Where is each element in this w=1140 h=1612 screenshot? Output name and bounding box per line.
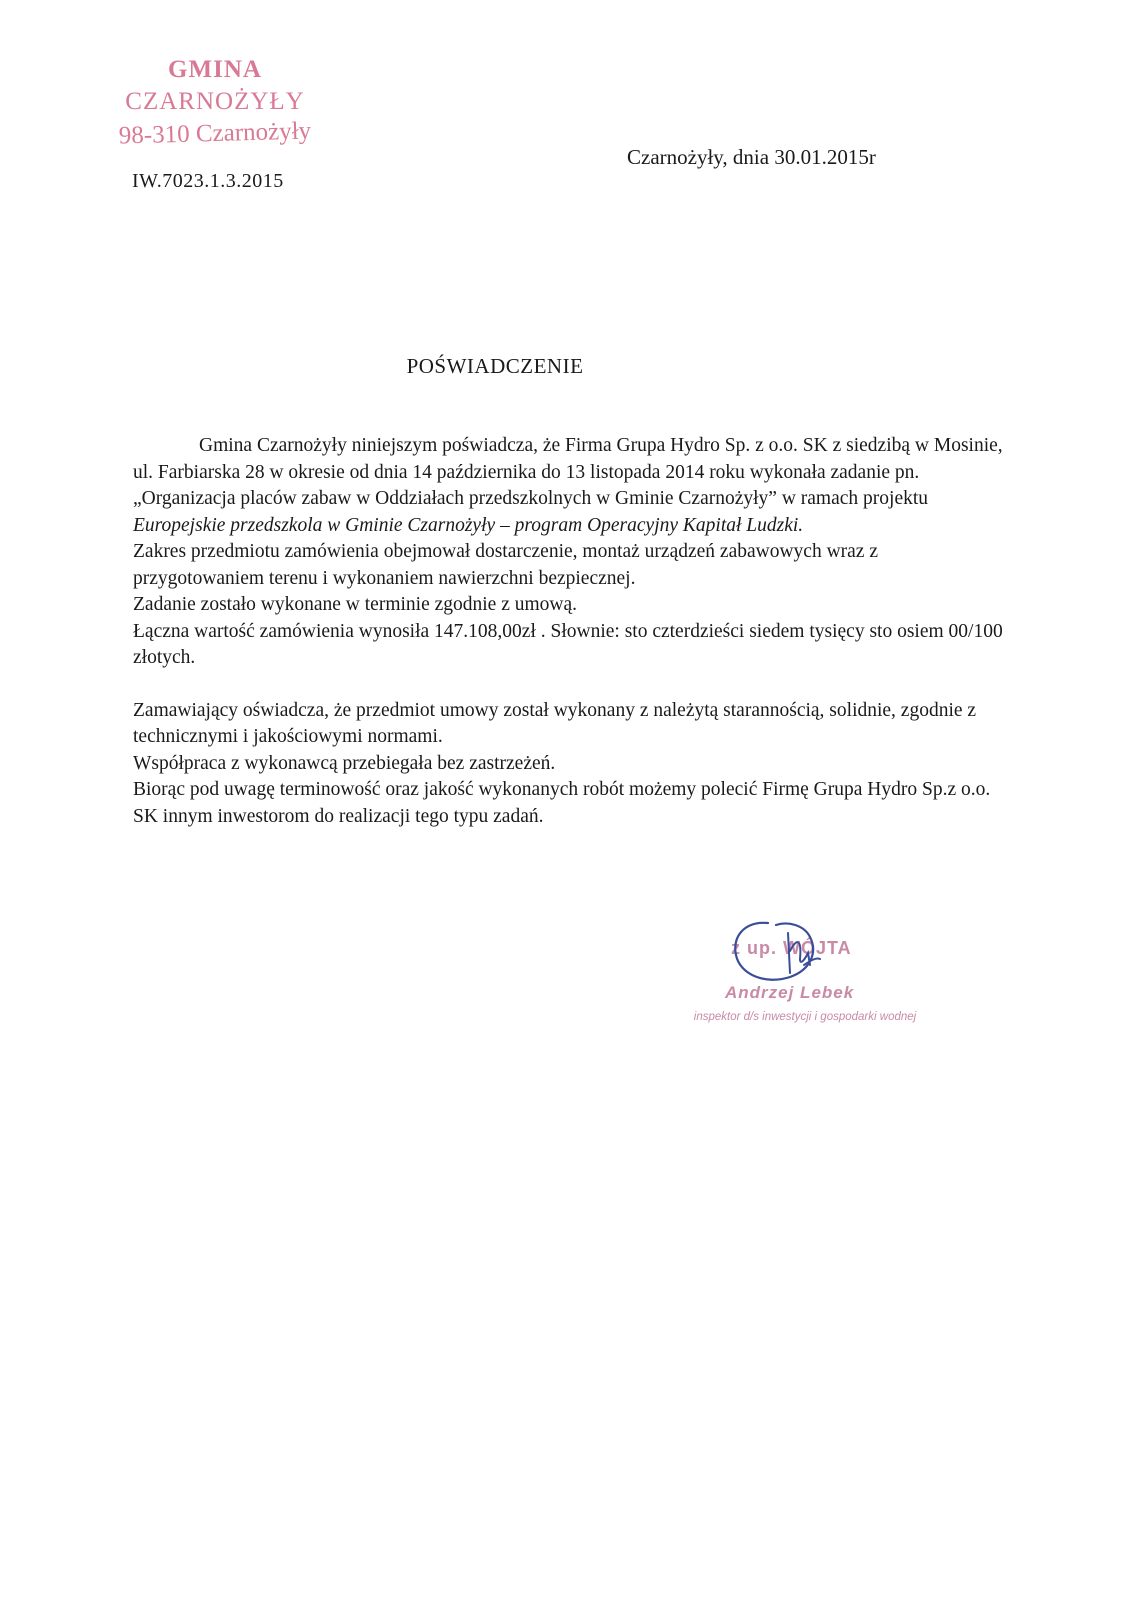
stamp-line-name: CZARNOŻYŁY [125, 88, 305, 115]
municipality-stamp [100, 54, 330, 150]
project-name: Europejskie przedszkola w Gminie Czarnożyły – program Operacyjny Kapitał Ludzki. [133, 514, 804, 536]
signature-name: Andrzej Lebek [725, 983, 855, 1002]
paragraph-cooperation: Współpraca z wykonawcą przebiegała bez zastrzeżeń. [133, 752, 556, 774]
signature-role: z up. WÓJTA [731, 938, 852, 958]
paragraph-certification-text: Gmina Czarnożyły niniejszym poświadcza, że Firma Grupa Hydro Sp. z o.o. SK z siedzibą w Mosinie, ul. Farbiarska 28 w okresie od dnia 14 października do 13 listopada 2014 roku wykonała zadanie pn. „Organizacja placów zabaw w Oddziałach przedszkolnych w Gminie Czarnożyły” w ramach projektu [133, 435, 1003, 509]
paragraph-quality: Zamawiający oświadcza, że przedmiot umowy został wykonany z należytą starannością, solidnie, zgodnie z technicznymi i jakościowymi normami. [133, 699, 977, 747]
place-date: Czarnożyły, dnia 30.01.2015r [627, 145, 876, 169]
handwritten-signature [730, 915, 840, 995]
reference-number: IW.7023.1.3.2015 [132, 170, 284, 192]
paragraph-spacer [133, 672, 1008, 698]
paragraph-scope: Zakres przedmiotu zamówienia obejmował dostarczenie, montaż urządzeń zabawowych wraz z przygotowaniem terenu i wykonaniem nawierzchni bezpiecznej. [133, 541, 878, 589]
stamp-line-address: 98-310 Czarnożyły [118, 117, 312, 150]
paragraph-deadline: Zadanie zostało wykonane w terminie zgodnie z umową. [133, 594, 578, 615]
paragraph-recommendation: Biorąc pod uwagę terminowość oraz jakość wykonanych robót możemy polecić Firmę Grupa Hydro Sp.z o.o. SK innym inwestorom do realizacji tego typu zadań. [133, 779, 991, 827]
paragraph-certification [133, 433, 1008, 539]
document-title: POŚWIADCZENIE [406, 354, 584, 378]
document-body [133, 433, 1008, 830]
stamp-line-gmina: GMINA [168, 56, 262, 83]
signature-position: inspektor d/s inwestycji i gospodarki wodnej [693, 1011, 917, 1023]
paragraph-value: Łączna wartość zamówienia wynosiła 147.108,00zł . Słownie: sto czterdzieści siedem tysięcy sto osiem 00/100 złotych. [133, 620, 1003, 668]
